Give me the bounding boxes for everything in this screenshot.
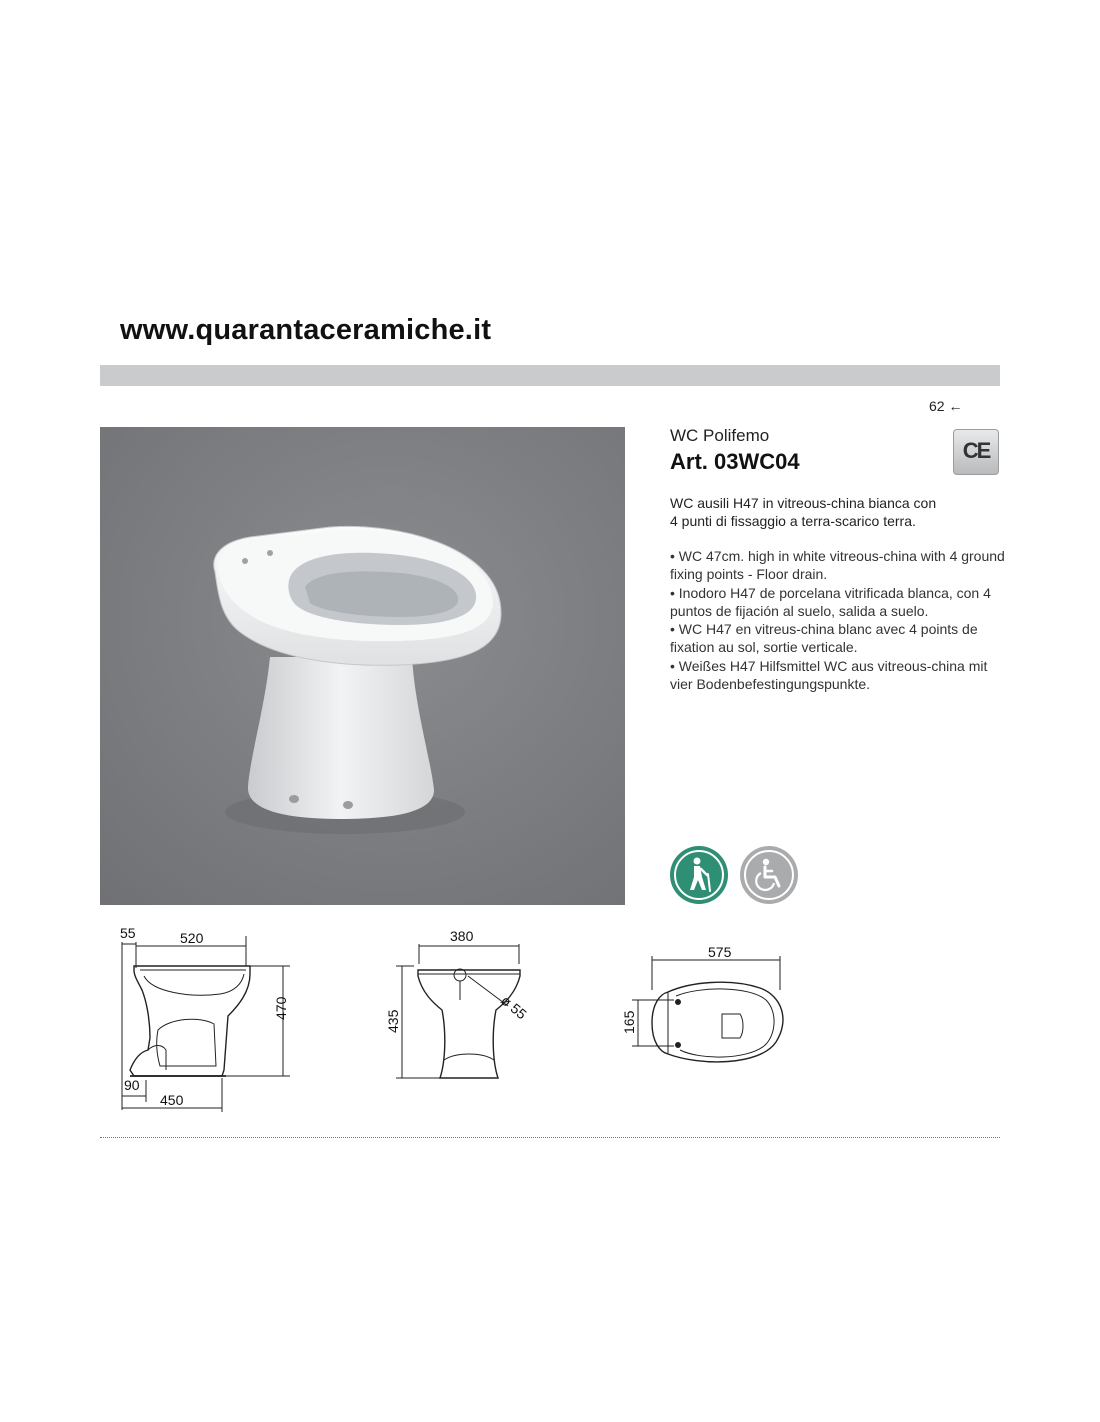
- dim-length: 520: [180, 930, 204, 946]
- header-band: [100, 365, 1000, 386]
- dim-back-offset: 90: [124, 1077, 140, 1093]
- description-italian: WC ausili H47 in vitreous-china bianca con 4 punti di fissaggio a terra-scarico terra.: [670, 495, 937, 529]
- dim-front-width: 380: [450, 928, 474, 944]
- ce-mark-icon: [953, 429, 999, 475]
- elderly-walking-cane-icon: [669, 845, 729, 905]
- dim-top-offset: 55: [120, 925, 136, 941]
- ce-mark-label: CE: [962, 438, 990, 463]
- product-photo: [100, 427, 625, 905]
- dim-base-length: 450: [160, 1092, 184, 1108]
- page-reference: 62 ←: [929, 398, 963, 414]
- product-name: WC Polifemo: [670, 426, 770, 445]
- dim-height: 470: [273, 996, 289, 1020]
- wheelchair-accessibility-icon: [739, 845, 799, 905]
- technical-drawings: [100, 920, 820, 1120]
- multilingual-descriptions: [670, 547, 1005, 693]
- toilet-photo-illustration: [100, 427, 625, 905]
- article-code: Art. 03WC04: [670, 449, 800, 474]
- dim-fixing-spacing: 165: [621, 1010, 637, 1034]
- front-view-drawing: [396, 944, 520, 1078]
- footer-divider: [100, 1137, 1000, 1138]
- dim-drain-diameter: ø 55: [498, 992, 530, 1023]
- description-german: • Weißes H47 Hilfsmittel WC aus vitreous-china mit vier Bodenbefestingungspunkte.: [670, 657, 988, 693]
- top-view-drawing: [632, 956, 783, 1062]
- description-french: • WC H47 en vitreus-china blanc avec 4 points de fixation au sol, sortie verticale.: [670, 621, 978, 656]
- description-english: • WC 47cm. high in white vitreous-china with 4 ground fixing points - Floor drain.: [670, 548, 1005, 583]
- dim-top-length: 575: [708, 944, 732, 960]
- site-url[interactable]: www.quarantaceramiche.it: [120, 314, 492, 346]
- description-spanish: • Inodoro H47 de porcelana vitrificada blanca, con 4 puntos de fijación al suelo, salida a suelo.: [670, 584, 991, 619]
- side-view-drawing: [122, 936, 290, 1112]
- dim-front-height: 435: [385, 1009, 401, 1033]
